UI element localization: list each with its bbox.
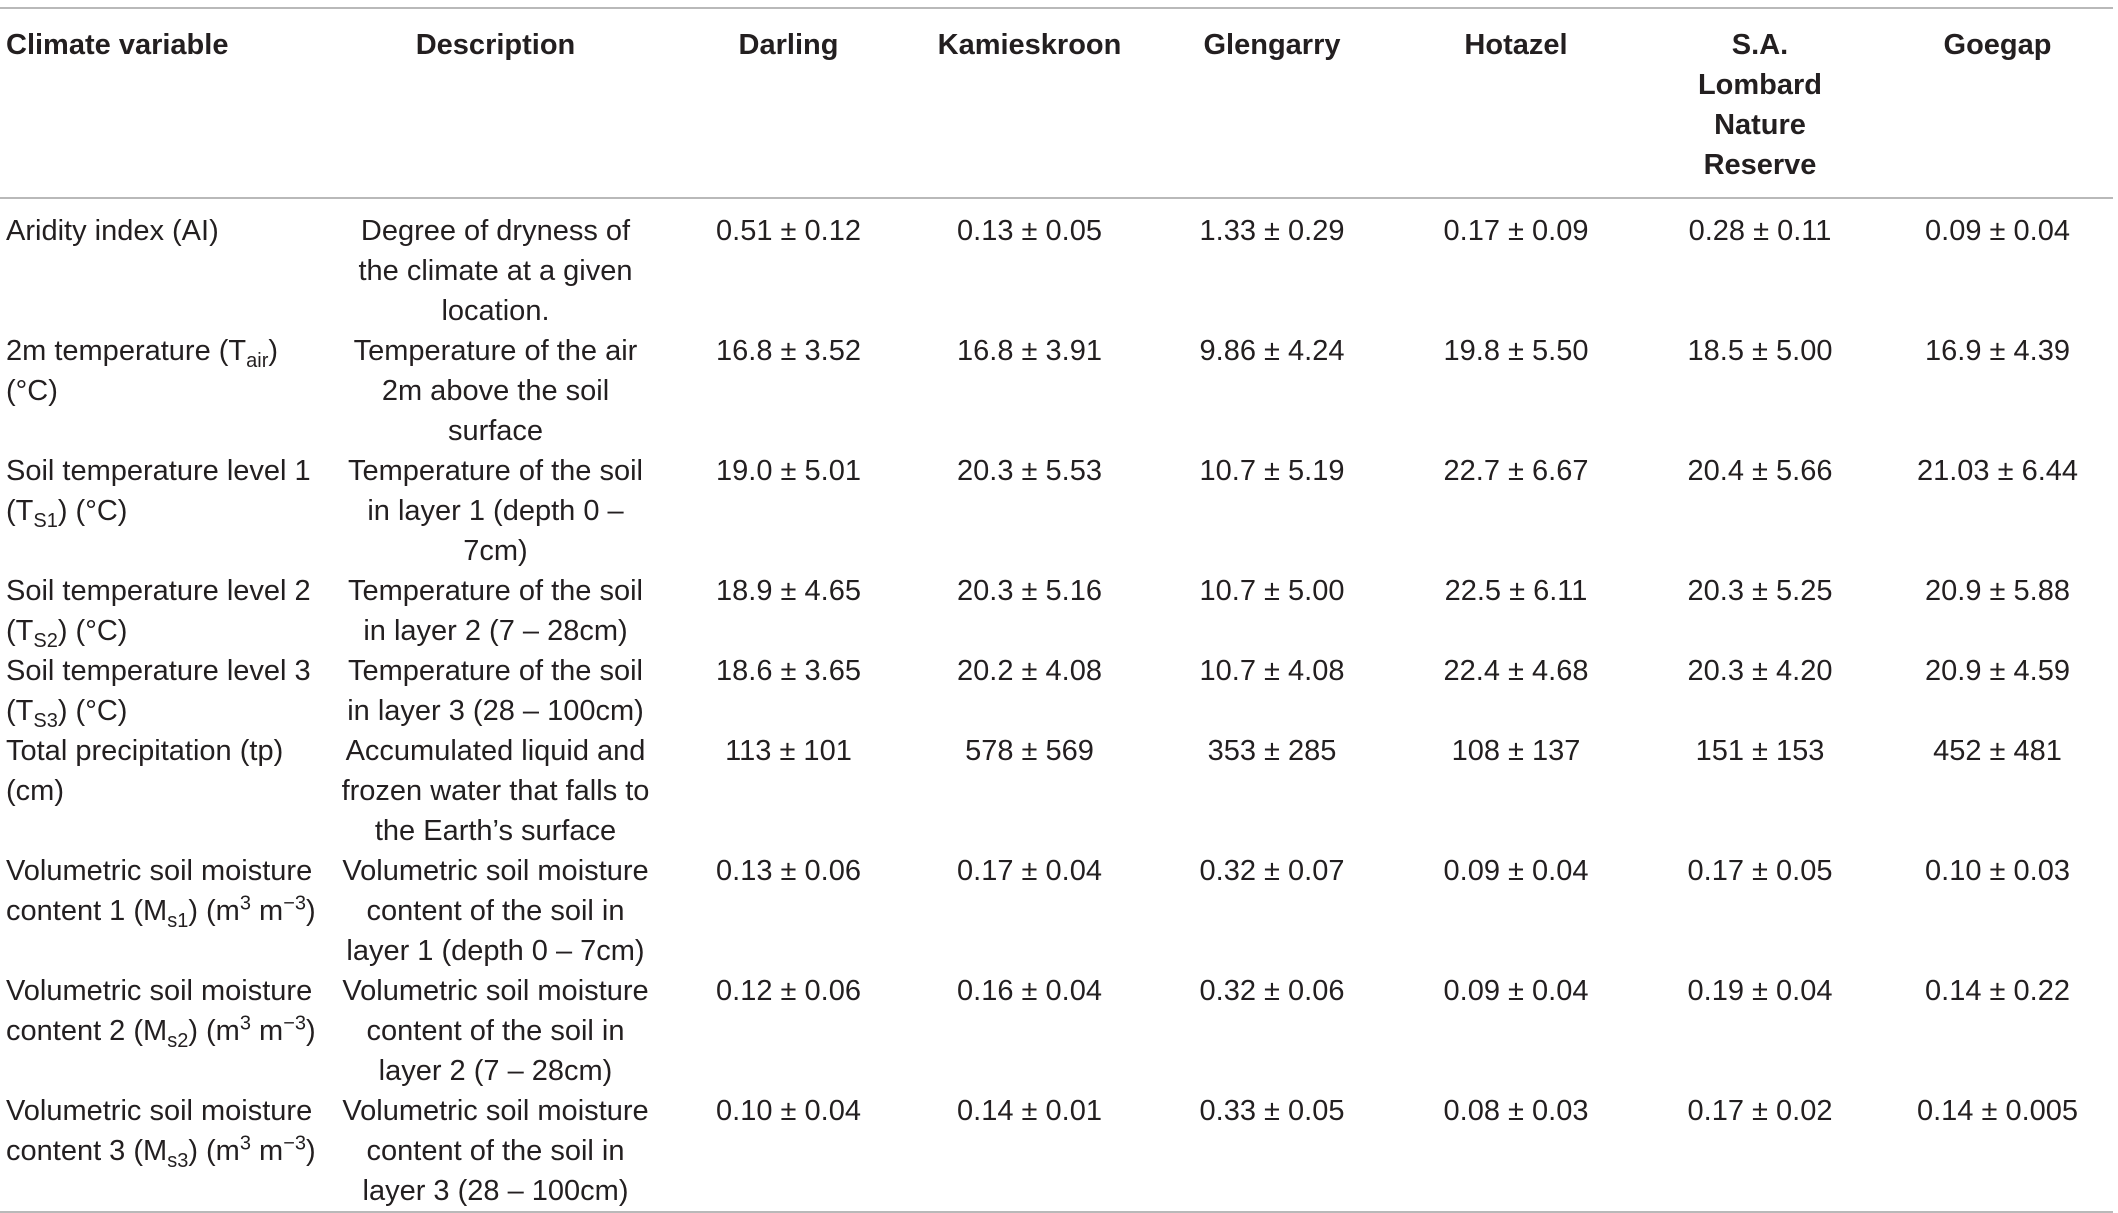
cell-value-darling: 18.6 ± 3.65 <box>716 655 861 687</box>
cell-value-hotazel: 22.5 ± 6.11 <box>1444 575 1588 607</box>
header-darling: Darling <box>668 8 909 198</box>
variable-unit-exponent: −3 <box>283 1132 306 1155</box>
header-climate-variable: Climate variable <box>0 8 323 198</box>
variable-subscript: air <box>246 349 269 372</box>
variable-subscript: s1 <box>167 909 189 932</box>
cell-value-kamieskroon: 0.14 ± 0.01 <box>909 1091 1150 1212</box>
cell-climate-variable <box>0 1091 323 1212</box>
variable-subscript: S2 <box>33 629 58 652</box>
variable-text-suffix: ) (m <box>188 1015 240 1047</box>
cell-description: Temperature of the soil in layer 1 (depth 0 – 7cm) <box>348 455 643 567</box>
cell-value-glengarry: 0.32 ± 0.07 <box>1199 855 1345 887</box>
cell-description: Volumetric soil moisture content of the soil in layer 2 (7 – 28cm) <box>342 975 649 1087</box>
cell-value-sa-lombard: 0.19 ± 0.04 <box>1687 975 1833 1007</box>
cell-value-darling: 0.12 ± 0.06 <box>716 975 861 1007</box>
cell-value-hotazel: 0.09 ± 0.04 <box>1443 855 1589 887</box>
table-row <box>0 451 2113 571</box>
cell-climate-variable <box>0 331 323 451</box>
cell-climate-variable <box>0 451 323 571</box>
cell-value-hotazel: 19.8 ± 5.50 <box>1443 335 1589 367</box>
cell-description: Volumetric soil moisture content of the soil in layer 1 (depth 0 – 7cm) <box>342 855 649 967</box>
cell-value-glengarry: 0.32 ± 0.06 <box>1199 975 1345 1007</box>
table-row <box>0 198 2113 331</box>
cell-value-goegap: 0.14 ± 0.22 <box>1925 975 2070 1007</box>
variable-superscript: 3 <box>239 1012 251 1035</box>
variable-text-suffix: ) (°C) <box>6 335 279 407</box>
variable-unit-close: ) <box>306 1015 316 1047</box>
cell-value-hotazel: 0.09 ± 0.04 <box>1443 975 1589 1007</box>
cell-value-darling: 18.9 ± 4.65 <box>716 575 861 607</box>
cell-value-goegap: 20.9 ± 5.88 <box>1925 575 2070 607</box>
cell-value-goegap: 21.03 ± 6.44 <box>1916 455 2079 487</box>
table-row <box>0 731 2113 851</box>
variable-text-suffix: ) (m <box>188 895 240 927</box>
variable-text-suffix: ) (°C) <box>57 695 128 727</box>
variable-subscript: S3 <box>33 709 58 732</box>
cell-value-glengarry: 10.7 ± 5.00 <box>1199 575 1345 607</box>
cell-value-hotazel: 0.17 ± 0.09 <box>1443 215 1589 247</box>
table-row <box>0 651 2113 731</box>
cell-value-goegap: 20.9 ± 4.59 <box>1925 655 2070 687</box>
table-header <box>0 8 2113 198</box>
header-sa-lombard: S.A. Lombard Nature Reserve <box>1638 8 1882 198</box>
header-goegap: Goegap <box>1882 8 2113 198</box>
variable-text-suffix: ) (°C) <box>57 615 128 647</box>
cell-value-sa-lombard: 0.17 ± 0.02 <box>1638 1091 1882 1212</box>
variable-text-suffix: ) (°C) <box>57 495 128 527</box>
cell-climate-variable <box>0 851 323 971</box>
variable-text: Soil temperature level 2 (T <box>6 575 311 647</box>
cell-value-hotazel: 0.08 ± 0.03 <box>1394 1091 1638 1212</box>
cell-value-glengarry: 10.7 ± 4.08 <box>1199 655 1345 687</box>
variable-subscript: S1 <box>33 509 58 532</box>
variable-unit-exponent: −3 <box>283 892 306 915</box>
cell-climate-variable <box>0 651 323 731</box>
cell-value-glengarry: 0.33 ± 0.05 <box>1150 1091 1394 1212</box>
cell-value-sa-lombard: 20.4 ± 5.66 <box>1687 455 1833 487</box>
cell-climate-variable <box>0 571 323 651</box>
cell-value-glengarry: 10.7 ± 5.19 <box>1199 455 1345 487</box>
cell-climate-variable <box>0 731 323 851</box>
cell-value-darling: 0.13 ± 0.06 <box>716 855 861 887</box>
variable-text: Aridity index (AI) <box>6 215 219 247</box>
cell-description: Temperature of the air 2m above the soil surface <box>353 335 638 447</box>
cell-value-kamieskroon: 578 ± 569 <box>965 735 1094 767</box>
cell-value-sa-lombard: 151 ± 153 <box>1695 735 1825 767</box>
cell-value-goegap: 452 ± 481 <box>1933 735 2062 767</box>
header-glengarry: Glengarry <box>1150 8 1394 198</box>
cell-description: Accumulated liquid and frozen water that falls to the Earth’s surface <box>341 735 650 847</box>
cell-climate-variable <box>0 198 323 331</box>
cell-value-kamieskroon: 0.13 ± 0.05 <box>957 215 1102 247</box>
cell-value-hotazel: 108 ± 137 <box>1451 735 1581 767</box>
variable-text: Total precipitation (tp) (cm) <box>6 735 284 807</box>
variable-text: Soil temperature level 1 (T <box>6 455 311 527</box>
cell-value-goegap: 0.10 ± 0.03 <box>1925 855 2070 887</box>
variable-unit-text: m <box>250 1135 284 1167</box>
cell-description: Degree of dryness of the climate at a given location. <box>358 215 633 327</box>
variable-subscript: s2 <box>167 1029 189 1052</box>
table-row <box>0 971 2113 1091</box>
cell-value-hotazel: 22.7 ± 6.67 <box>1443 455 1589 487</box>
cell-value-goegap: 0.14 ± 0.005 <box>1882 1091 2113 1212</box>
variable-unit-close: ) <box>306 1135 316 1167</box>
cell-value-darling: 0.51 ± 0.12 <box>716 215 861 247</box>
table-body <box>0 198 2113 1212</box>
header-row <box>0 8 2113 198</box>
cell-value-kamieskroon: 20.3 ± 5.53 <box>957 455 1102 487</box>
cell-value-glengarry: 1.33 ± 0.29 <box>1199 215 1345 247</box>
cell-value-kamieskroon: 0.17 ± 0.04 <box>957 855 1102 887</box>
table-row <box>0 851 2113 971</box>
cell-value-sa-lombard: 0.17 ± 0.05 <box>1687 855 1833 887</box>
cell-value-darling: 19.0 ± 5.01 <box>716 455 861 487</box>
variable-unit-close: ) <box>306 895 316 927</box>
variable-subscript: s3 <box>167 1149 189 1172</box>
cell-value-darling: 16.8 ± 3.52 <box>716 335 861 367</box>
cell-value-sa-lombard: 0.28 ± 0.11 <box>1688 215 1832 247</box>
cell-description: Temperature of the soil in layer 3 (28 – 100cm) <box>347 655 644 727</box>
cell-value-darling: 113 ± 101 <box>725 735 852 767</box>
cell-value-hotazel: 22.4 ± 4.68 <box>1443 655 1589 687</box>
variable-superscript: 3 <box>239 1132 251 1155</box>
table-row <box>0 571 2113 651</box>
cell-value-glengarry: 353 ± 285 <box>1207 735 1337 767</box>
cell-value-kamieskroon: 0.16 ± 0.04 <box>957 975 1102 1007</box>
header-kamieskroon: Kamieskroon <box>909 8 1150 198</box>
table-row <box>0 331 2113 451</box>
header-description: Description <box>323 8 668 198</box>
table-row <box>0 1091 2113 1212</box>
variable-text: Volumetric soil moisture content 3 (M <box>6 1095 313 1167</box>
cell-value-sa-lombard: 20.3 ± 5.25 <box>1687 575 1833 607</box>
cell-climate-variable <box>0 971 323 1091</box>
variable-unit-text: m <box>250 895 284 927</box>
cell-value-kamieskroon: 16.8 ± 3.91 <box>957 335 1102 367</box>
cell-value-kamieskroon: 20.3 ± 5.16 <box>957 575 1102 607</box>
variable-unit-text: m <box>250 1015 284 1047</box>
cell-value-sa-lombard: 18.5 ± 5.00 <box>1687 335 1833 367</box>
cell-value-goegap: 0.09 ± 0.04 <box>1925 215 2070 247</box>
climate-variables-table <box>0 7 2113 1213</box>
variable-text: Volumetric soil moisture content 2 (M <box>6 975 313 1047</box>
cell-description: Volumetric soil moisture content of the soil in layer 3 (28 – 100cm) <box>323 1091 668 1212</box>
cell-value-sa-lombard: 20.3 ± 4.20 <box>1687 655 1833 687</box>
variable-text: Volumetric soil moisture content 1 (M <box>6 855 313 927</box>
variable-superscript: 3 <box>239 892 251 915</box>
variable-unit-exponent: −3 <box>283 1012 306 1035</box>
cell-value-goegap: 16.9 ± 4.39 <box>1925 335 2070 367</box>
cell-value-glengarry: 9.86 ± 4.24 <box>1199 335 1345 367</box>
header-hotazel: Hotazel <box>1394 8 1638 198</box>
cell-value-kamieskroon: 20.2 ± 4.08 <box>957 655 1102 687</box>
variable-text: Soil temperature level 3 (T <box>6 655 311 727</box>
cell-description: Temperature of the soil in layer 2 (7 – 28cm) <box>348 575 643 647</box>
variable-text-suffix: ) (m <box>188 1135 240 1167</box>
variable-text: 2m temperature (T <box>6 335 247 367</box>
cell-value-darling: 0.10 ± 0.04 <box>668 1091 909 1212</box>
